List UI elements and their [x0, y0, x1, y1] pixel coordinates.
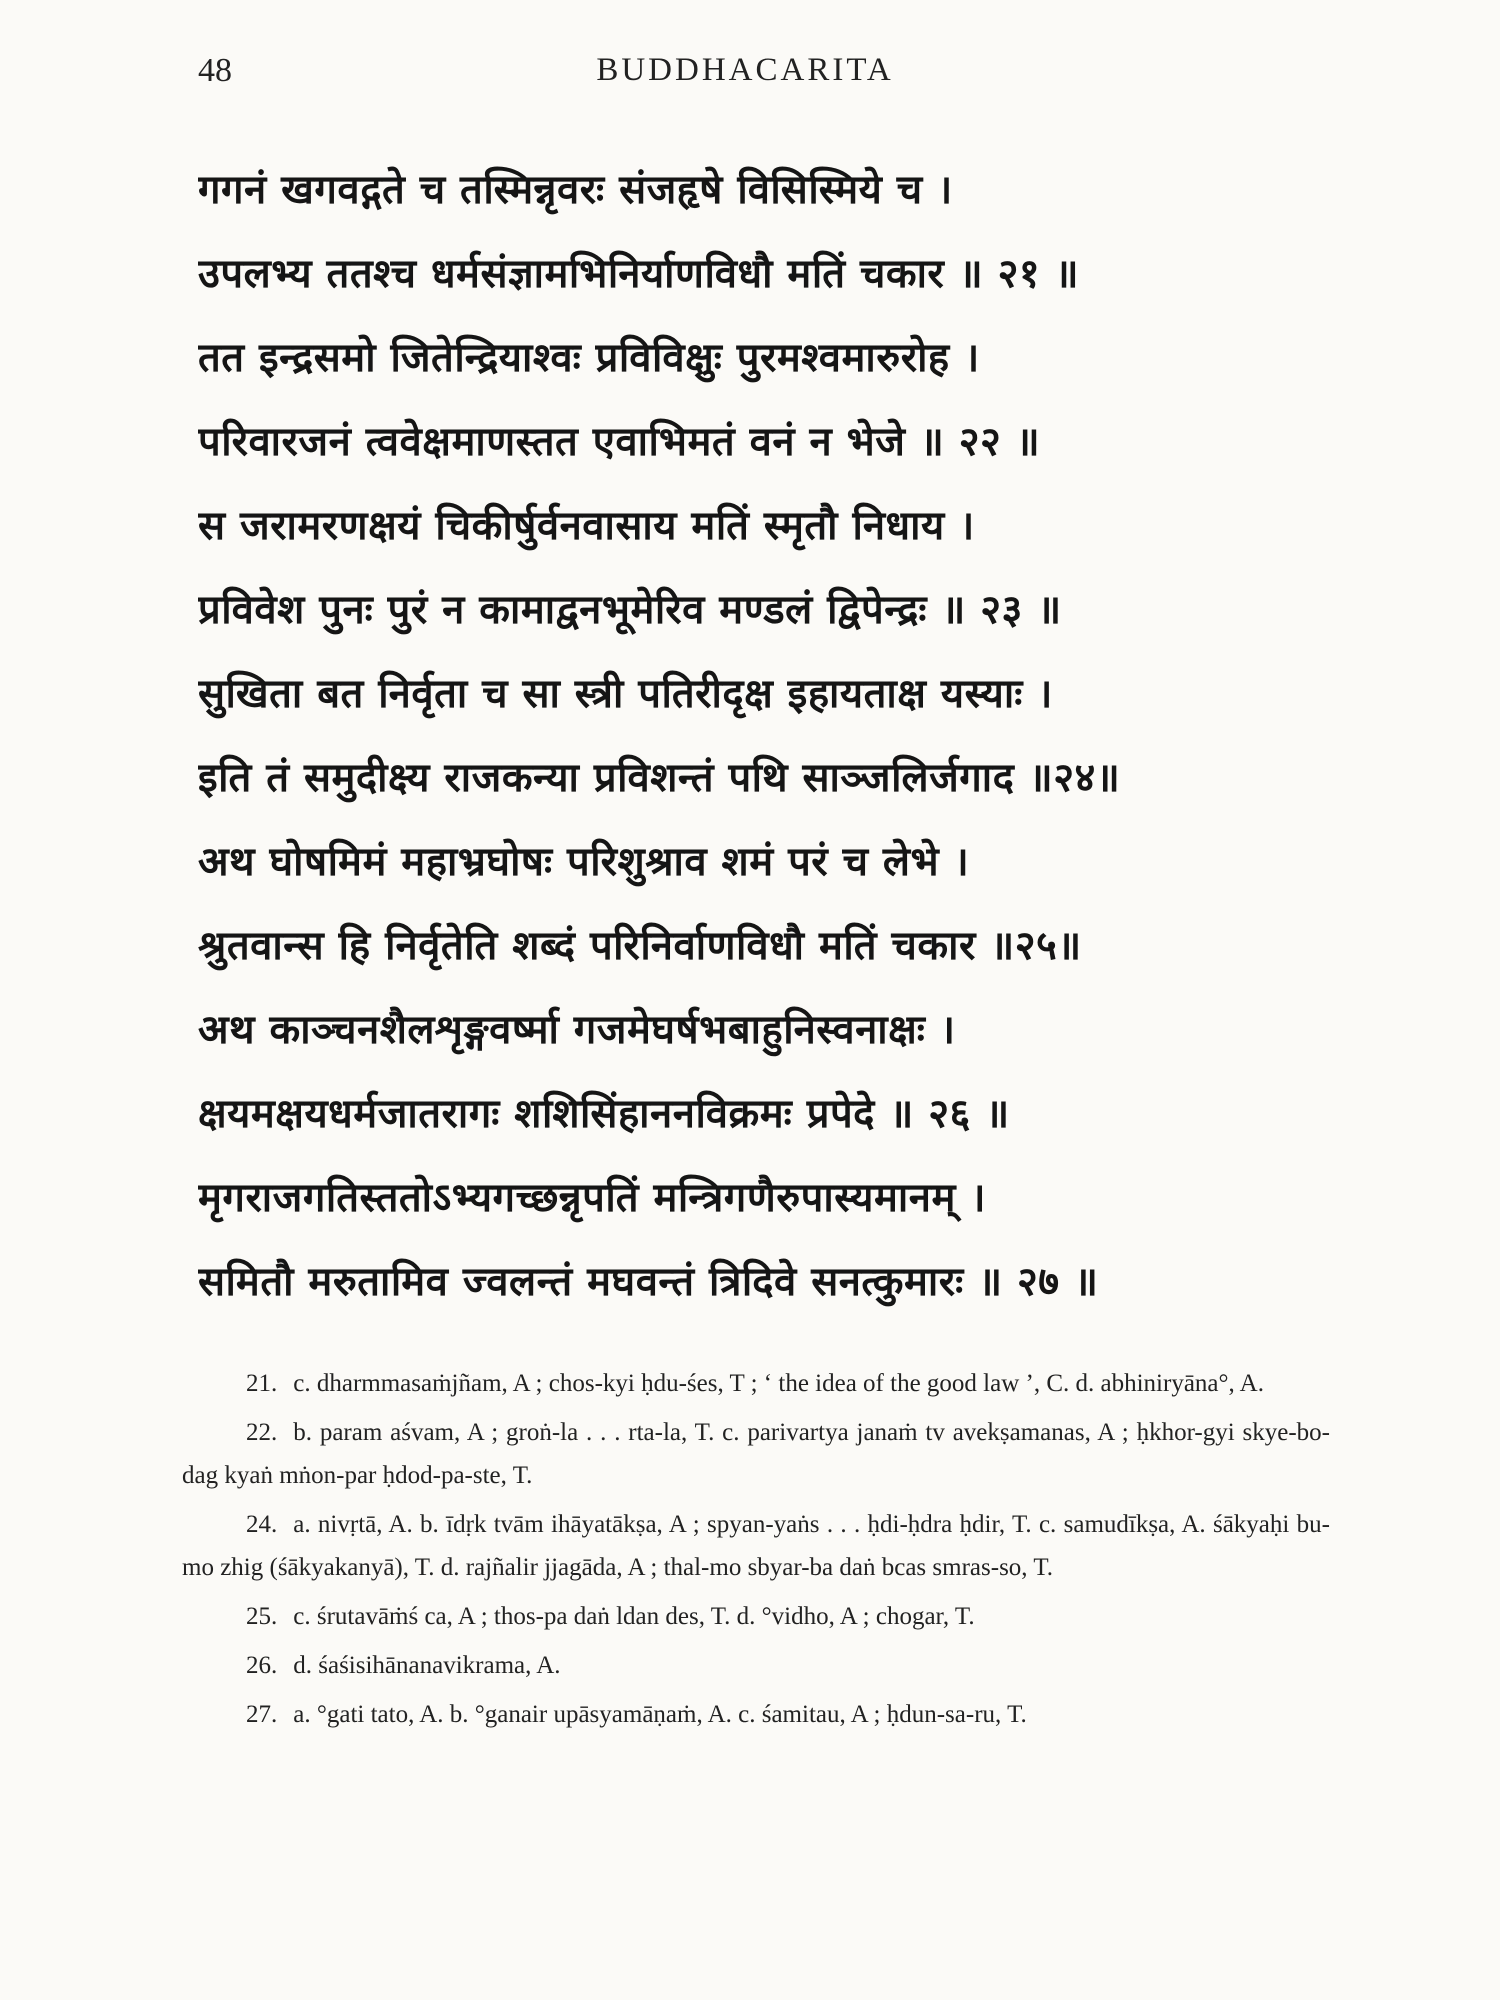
verse-line: स जरामरणक्षयं चिकीर्षुर्वनवासाय मतिं स्मृतौ निधाय । — [198, 503, 975, 549]
verse-line: परिवारजनं त्ववेक्षमाणस्तत एवाभिमतं वनं न भेजे ॥ २२ ॥ — [198, 419, 1041, 465]
footnotes — [182, 1362, 1330, 1742]
footnote-number: 25. — [246, 1603, 278, 1630]
verse-line: उपलभ्य ततश्च धर्मसंज्ञामभिनिर्याणविधौ मतिं चकार ॥ २१ ॥ — [198, 251, 1080, 297]
footnote-number: 27. — [246, 1701, 278, 1728]
footnote-text: a. °gati tato, A. b. °ganair upāsyamāṇaṁ, A. c. śamitau, A ; ḥdun-sa-ru, T. — [293, 1701, 1027, 1728]
footnote-number: 21. — [246, 1370, 278, 1397]
verse-line: श्रुतवान्स हि निर्वृतेति शब्दं परिनिर्वाणविधौ मतिं चकार ॥२५॥ — [198, 923, 1082, 969]
footnote-number: 24. — [246, 1511, 278, 1538]
verse-line: मृगराजगतिस्ततोऽभ्यगच्छन्नृपतिं मन्त्रिगणैरुपास्यमानम् । — [198, 1175, 986, 1221]
footnote-text: c. dharmmasaṁjñam, A ; chos-kyi ḥdu-śes, T ; ‘ the idea of the good law ’, C. d. abhiniryāna°, A. — [293, 1370, 1264, 1397]
verse-line: अथ काञ्चनशैलशृङ्गवर्ष्मा गजमेघर्षभबाहुनिस्वनाक्षः । — [198, 1007, 956, 1053]
footnote — [182, 1644, 1330, 1687]
footnote-text: d. śaśisihānanavikrama, A. — [293, 1652, 561, 1679]
verse-line: प्रविवेश पुनः पुरं न कामाद्वनभूमेरिव मण्डलं द्विपेन्द्रः ॥ २३ ॥ — [198, 587, 1062, 633]
footnote — [182, 1503, 1330, 1589]
footnote-text: a. nivṛtā, A. b. īdṛk tvām ihāyatākṣa, A ; spyan-yaṅs . . . ḥdi-ḥdra ḥdir, T. c. samudīkṣa, A. śākyaḥi bu-mo zhig (śākyakanyā), T. d. rajñalir jjagāda, A ; thal-mo sbyar-ba daṅ bcas smras-so, T. — [182, 1511, 1330, 1581]
verse-line: सुखिता बत निर्वृता च सा स्त्री पतिरीदृक्ष इहायताक्ष यस्याः । — [198, 671, 1053, 717]
footnote-text: c. śrutavāṁś ca, A ; thos-pa daṅ ldan des, T. d. °vidho, A ; chogar, T. — [293, 1603, 975, 1630]
page-number: 48 — [198, 52, 232, 89]
footnote — [182, 1693, 1330, 1736]
book-title: BUDDHACARITA — [596, 52, 894, 88]
running-head — [198, 52, 1292, 98]
verse-line: समितौ मरुतामिव ज्वलन्तं मघवन्तं त्रिदिवे सनत्कुमारः ॥ २७ ॥ — [198, 1259, 1099, 1305]
footnote-number: 26. — [246, 1652, 278, 1679]
verse-line: इति तं समुदीक्ष्य राजकन्या प्रविशन्तं पथि साञ्जलिर्जगाद ॥२४॥ — [198, 755, 1121, 801]
footnote — [182, 1411, 1330, 1497]
footnote-number: 22. — [246, 1419, 278, 1446]
footnote-text: b. param aśvam, A ; groṅ-la . . . rta-la, T. c. parivartya janaṁ tv avekṣamanas, A ; ḥkhor-gyi skye-bo-dag kyaṅ mṅon-par ḥdod-pa-ste, T. — [182, 1419, 1330, 1489]
verse-line: क्षयमक्षयधर्मजातरागः शशिसिंहाननविक्रमः प्रपेदे ॥ २६ ॥ — [198, 1091, 1010, 1137]
verse-block — [198, 148, 1320, 1324]
footnote — [182, 1362, 1330, 1405]
footnote — [182, 1595, 1330, 1638]
verse-line: तत इन्द्रसमो जितेन्द्रियाश्वः प्रविविक्षुः पुरमश्वमारुरोह । — [198, 335, 980, 381]
verse-line: गगनं खगवद्गते च तस्मिन्नृवरः संजहृषे विसिस्मिये च । — [198, 167, 953, 213]
verse-line: अथ घोषमिमं महाभ्रघोषः परिशुश्राव शमं परं च लेभे । — [198, 839, 970, 885]
